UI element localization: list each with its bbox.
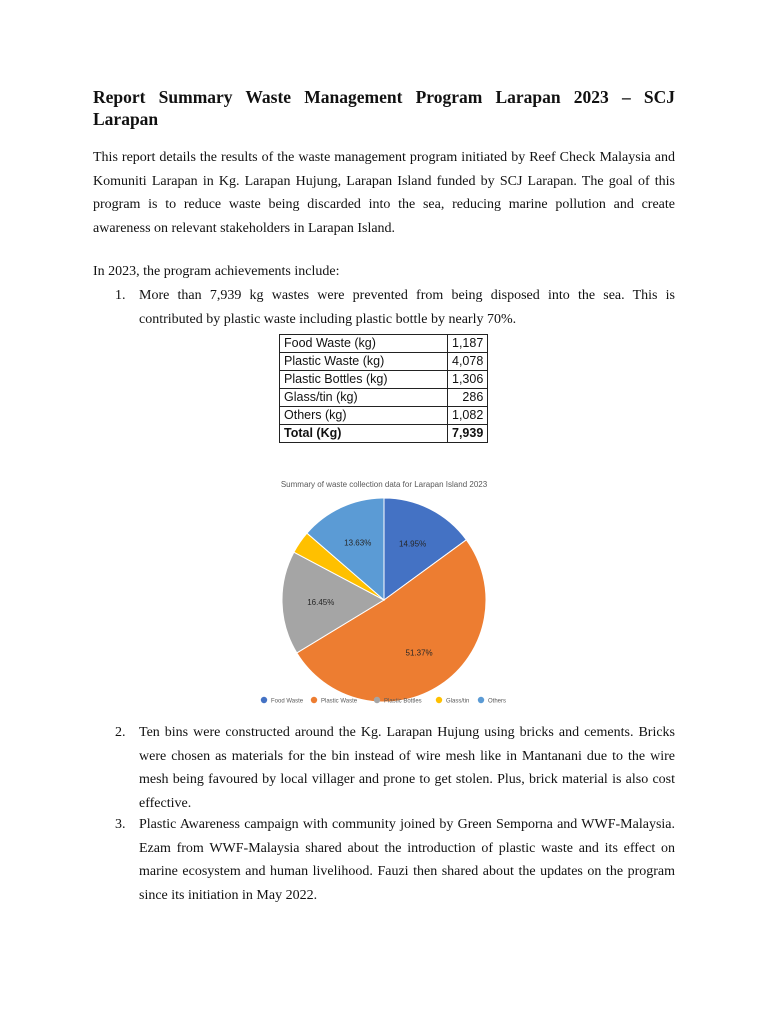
legend-label: Plastic Waste — [321, 698, 358, 705]
row-value: 1,187 — [448, 335, 488, 353]
legend-label: Plastic Bottles — [384, 698, 422, 705]
row-value: 4,078 — [448, 353, 488, 371]
pie-data-label: 14.95% — [399, 539, 427, 549]
chart-legend — [261, 697, 506, 705]
table-row — [280, 389, 488, 407]
table-row — [280, 353, 488, 371]
list-number: 1. — [115, 288, 126, 303]
total-label: Total (Kg) — [280, 425, 448, 443]
legend-marker — [261, 697, 267, 703]
item-line: marine ecosystem and human livelihood. Fauzi then shared about the updates on the program — [139, 864, 675, 879]
item-line: effective. — [139, 795, 192, 811]
legend-marker — [436, 697, 442, 703]
intro-line: program is to reduce waste being discarded into the sea, reducing marine pollution and create — [93, 197, 675, 212]
row-label: Others (kg) — [280, 407, 448, 425]
item-line: Plastic Awareness campaign with community joined by Green Semporna and WWF-Malaysia. — [139, 817, 675, 832]
report-title-line-1: Report Summary Waste Management Program Larapan 2023 – SCJ — [93, 87, 675, 107]
legend-marker — [478, 697, 484, 703]
table-total-row — [280, 425, 488, 443]
legend-marker — [311, 697, 317, 703]
row-label: Plastic Bottles (kg) — [280, 371, 448, 389]
legend-label: Others — [488, 698, 507, 705]
item-line: mesh being favoured by local villager and prone to get stolen. Plus, brick material is also cost — [139, 772, 675, 787]
list-number: 2. — [115, 725, 126, 740]
chart-title: Summary of waste collection data for Larapan Island 2023 — [280, 480, 488, 489]
report-title — [93, 86, 675, 130]
row-value: 1,082 — [448, 407, 488, 425]
total-value: 7,939 — [448, 425, 488, 443]
legend-label: Glass/tin — [446, 698, 470, 705]
intro-line: awareness on relevant stakeholders in Larapan Island. — [93, 220, 396, 236]
table-row — [280, 407, 488, 425]
item-line: contributed by plastic waste including plastic bottle by nearly 70%. — [139, 311, 517, 327]
pie-chart-svg — [209, 472, 549, 712]
intro-line: Komuniti Larapan in Kg. Larapan Hujung, Larapan Island funded by SCJ Larapan. The goal of this — [93, 173, 675, 189]
intro-line: This report details the results of the waste management program initiated by Reef Check Malaysia and — [93, 150, 675, 165]
achievements-lead: In 2023, the program achievements include: — [93, 264, 340, 279]
row-value: 286 — [448, 389, 488, 407]
waste-pie-chart — [209, 472, 549, 712]
table-row — [280, 371, 488, 389]
row-label: Food Waste (kg) — [280, 335, 448, 353]
report-title-line-2: Larapan — [93, 109, 159, 129]
legend-marker — [374, 697, 380, 703]
intro-paragraph — [93, 146, 675, 240]
item-line: Ten bins were constructed around the Kg. Larapan Hujung using bricks and cements. Bricks — [139, 725, 675, 740]
row-label: Plastic Waste (kg) — [280, 353, 448, 371]
item-line: Ezam from WWF-Malaysia shared about the introduction of plastic waste and its effect on — [139, 840, 675, 856]
item-line: since its initiation in May 2022. — [139, 887, 318, 903]
row-label: Glass/tin (kg) — [280, 389, 448, 407]
pie-data-label: 13.63% — [344, 538, 372, 548]
list-number: 3. — [115, 817, 126, 832]
item-line: were chosen as materials for the bin instead of wire mesh like in Mantanani due to the wire — [139, 748, 675, 764]
pie-data-label: 16.45% — [307, 597, 335, 607]
row-value: 1,306 — [448, 371, 488, 389]
pie-data-label: 51.37% — [405, 648, 433, 658]
item-line: More than 7,939 kg wastes were prevented from being disposed into the sea. This is — [139, 288, 675, 303]
legend-label: Food Waste — [271, 698, 304, 705]
waste-table — [279, 334, 488, 443]
table-row — [280, 335, 488, 353]
